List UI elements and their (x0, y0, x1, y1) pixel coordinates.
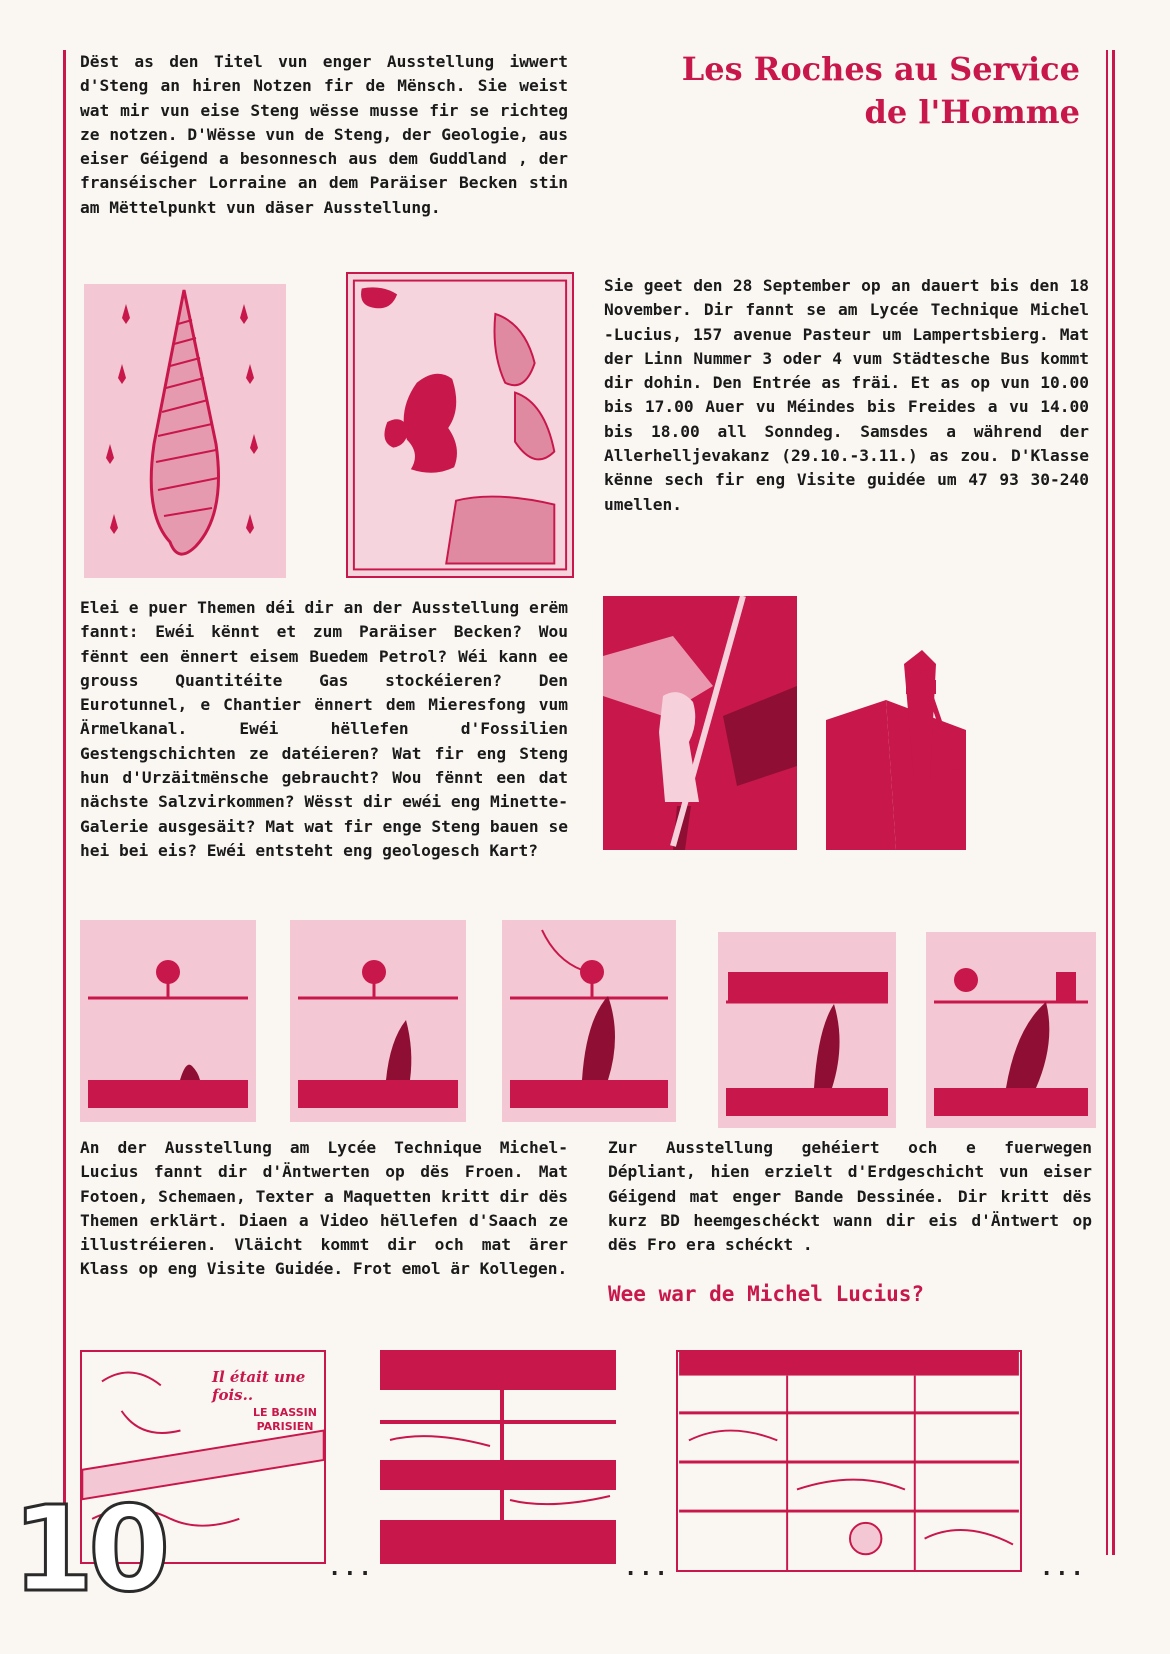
right-border-rule-outer (1112, 50, 1115, 1555)
info-paragraph: Sie geet den 28 September op an dauert bis den 18 November. Dir fannt se am Lycée Technique Michel -Lucius, 157 avenue Pasteur um Lampertsbierg. Mat der Linn Nummer 3 oder 4 vum Städtesche Bus kommt dir dohin. Den Entrée as fräi. Et as op vun 10.00 bis 17.00 Auer vu Méindes bis Freides a vu 14.00 bis 18.00 all Sonndeg. Samsdes a während der Allerhelljevakanz (29.10.-3.11.) as zou. D'Klasse kënne sech fir eng Visite guidée um 47 93 30-240 umellen. (604, 276, 1089, 514)
intro-paragraph: Dëst as den Titel vun enger Ausstellung iwwert d'Steng an hiren Notzen fir de Mënsch. Sie weist wat mir vun eise Steng wësse musse fir se richteg ze notzen. D'Wësse vun de Steng, der Geologie, aus eiser Géigend a besonnesch aus dem Guddland , der franséischer Lorraine an dem Paräiser Becken stin am Mëttelpunkt vun däser Ausstellung. (80, 52, 568, 217)
geology-panel-2 (290, 920, 466, 1122)
themes-paragraph: Elei e puer Themen déi dir an der Ausstellung erëm fannt: Ewéi kënnt et zum Paräiser Becken? Wou fënnt een ënnert eisem Buedem Petrol? Wéi kann ee grouss Quantitéite Gas stockéieren? Den Eurotunnel, e Chantier ënnert dem Mieresfong vum Ärmelkanal. Ewéi hëllefen d'Fossilien Gestengschichten ze datéieren? Wat fir eng Steng hun d'Urzäitmënsche gebraucht? Wou fënnt een dat nächste Salzvirkommen? Wësst dir ewéi eng Minette-Galerie ausgesäit? Mat wat fir enge Steng bauen se hei bei eis? Ewéi entsteht eng geologesch Kart? (80, 598, 568, 860)
comic-panel-sea (676, 1350, 1022, 1572)
ellipsis-2: ... (624, 1556, 670, 1581)
depliant-paragraph: Zur Ausstellung gehéiert och e fuerwegen Dépliant, hien erzielt d'Erdgeschicht vun eiser Géigend mat enger Bande Dessinée. Dir kritt dës kurz BD heemgeschéckt wann dir eis d'Äntwert op dës Fro era schéckt . (608, 1138, 1092, 1255)
answers-paragraph: An der Ausstellung am Lycée Technique Michel-Lucius fannt dir d'Äntwerten op dës Froen. Mat Fotoen, Schemaen, Texter a Maquetten kritt dir dës Themen erklärt. Diaen a Video hëllefen d'Saach ze illustréieren. Vläicht kommt dir och mat ärer Klass op eng Visite Guidée. Frot emol är Kollegen. (80, 1138, 568, 1279)
left-border-rule (63, 50, 66, 1550)
geology-panel-5 (926, 932, 1096, 1128)
geology-panel-4 (718, 932, 896, 1128)
page-number: 10 (12, 1480, 165, 1618)
comic-heading-text: Il était une fois.. (212, 1368, 306, 1404)
geology-panel-1 (80, 920, 256, 1122)
ellipsis-3: ... (1040, 1556, 1086, 1581)
comic-caption-text: LE BASSIN PARISIEN (253, 1406, 317, 1433)
shell-fossil-illustration (84, 284, 286, 578)
question-heading: Wee war de Michel Lucius? (608, 1282, 925, 1306)
geology-panel-3 (502, 920, 676, 1122)
ellipsis-1: ... (328, 1556, 374, 1581)
title-line-1: Les Roches au Service (681, 50, 1080, 88)
mine-headframe-photo (826, 640, 966, 850)
page-title (585, 48, 1080, 134)
miner-worker-photo (603, 596, 797, 850)
right-border-rule-inner (1106, 50, 1108, 1555)
old-map-illustration (346, 272, 574, 578)
title-line-2: de l'Homme (864, 93, 1080, 131)
comic-panel-origins (380, 1350, 616, 1564)
